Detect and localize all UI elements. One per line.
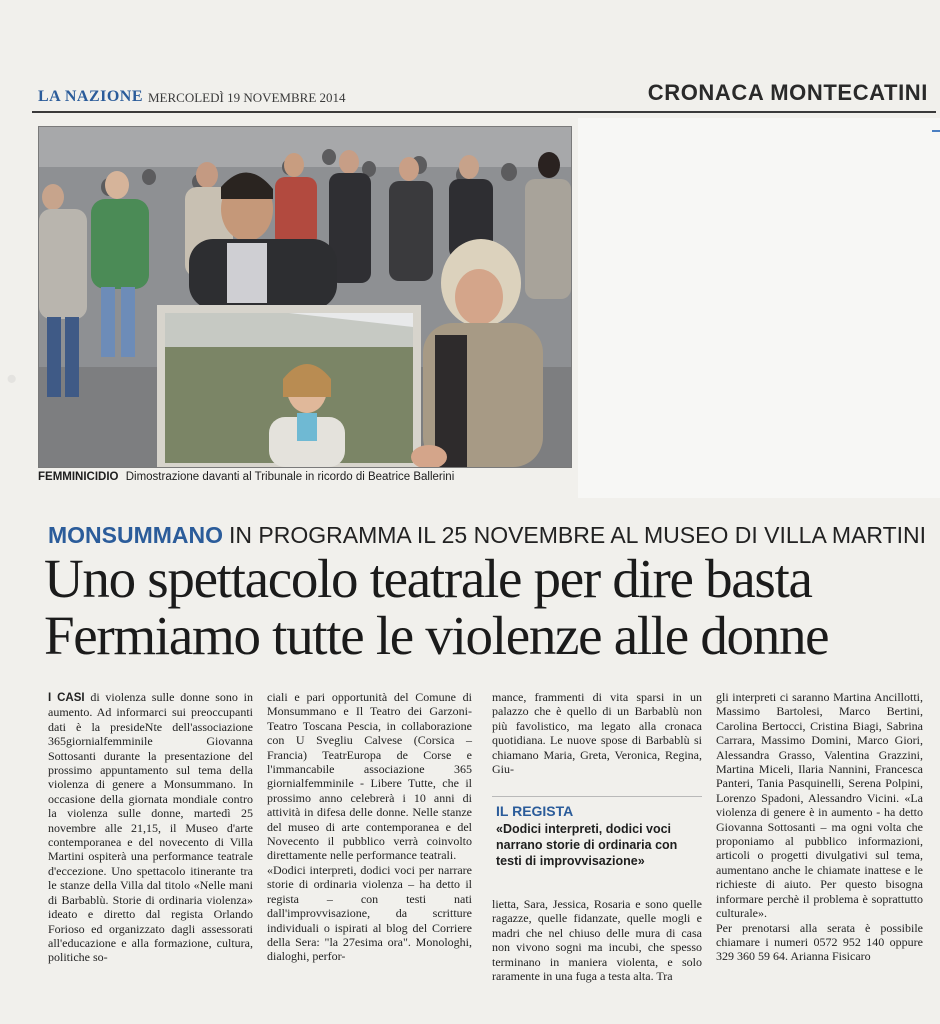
director-quote-box	[492, 796, 702, 889]
headline-line-1: Uno spettacolo teatrale per dire basta	[44, 548, 812, 609]
masthead: LA NAZIONE	[38, 88, 144, 105]
header-rule	[32, 111, 936, 113]
article-headline	[44, 550, 924, 664]
section-title: CRONACA MONTECATINI	[647, 80, 928, 105]
photo-illustration	[39, 127, 571, 467]
column-2-paragraph-2: «Dodici interpreti, dodici voci per narrare storie di ordinaria violenza – ha detto il regista – con testi nati dall'improvvisazione, da scritture individuali o ispirati al blog del Corriere della Sera: "la 27esima ora". Monologhi, dialoghi, perfor-	[267, 862, 472, 964]
news-photo	[38, 126, 572, 468]
blank-paper-area	[578, 118, 940, 498]
kicker-place: MONSUMMANO	[48, 522, 224, 548]
sidebar-quote: «Dodici interpreti, dodici voci narrano storie di ordinaria con testi di improvvisazione»	[496, 822, 678, 868]
column-4-paragraph-2: Per prenotarsi alla serata è possibile chiamare i numeri 0572 952 140 oppure 329 360 59 64. Arianna Fisicaro	[716, 920, 923, 964]
headline-line-2: Fermiamo tutte le violenze alle donne	[44, 605, 829, 666]
article-column-1	[48, 690, 253, 965]
kicker-text: IN PROGRAMMA IL 25 NOVEMBRE AL MUSEO DI VILLA MARTINI	[229, 522, 927, 548]
article-column-4	[716, 690, 923, 964]
article-column-2	[267, 690, 472, 964]
sidebar-label: IL REGISTA	[496, 803, 574, 819]
accent-rule	[932, 130, 940, 132]
column-3-text-top: mance, frammenti di vita sparsi in un palazzo che è quello di un Barbablù non più favolistico, ma legato alla cronaca quotidiana. Le nuove spose di Barbablù si chiamano Maria, Greta, Veronica, Regina, Giu-	[492, 690, 702, 777]
caption-label: FEMMINICIDIO	[38, 471, 119, 483]
issue-date: MERCOLEDÌ 19 NOVEMBRE 2014	[148, 90, 346, 105]
column-4-paragraph-1: gli interpreti ci saranno Martina Ancillotti, Massimo Bartolesi, Marco Bertini, Carolina Bertocci, Cristina Biagi, Sabrina Carrara, Massimo Domini, Marco Giori, Alessandra Grasso, Valentina Grazzini, Martina Miceli, Ilaria Nannini, Francesca Panteri, Tania Pasquinelli, Serena Polpini, Lorenzo Spadoni, Alessandro Vicini. «La violenza di genere è in aumento - ha detto Giovanna Sottosanti – ma ogni volta che proponiamo al pubblico informazioni, articoli o progetti divulgativi sul tema, aumentano anche le chiamate inattese e le richieste di aiuto. Per questo bisogna informare perchè il problema è soprattutto culturale».	[716, 690, 923, 921]
article-column-3	[492, 690, 702, 776]
column-1-text: di violenza sulle donne sono in aumento. Ad informarci sui preoccupanti dati è la presideNte dell'associazione 365giornialfemminile Giovanna Sottosanti durante la presentazione del prossimo appuntamento sul tema della violenza di genere a Monsummano. In occasione della giornata mondiale contro la violenza sulle donne, martedì 25 novembre alle 21,15, il Museo d'arte contemporanea e del novecento di Villa Martini ospiterà una performance teatrale d'eccezione. Uno spettacolo itinerante tra le stanze della Villa dal titolo «Nelle mani di Barbablù. Storie di ordinaria violenza» ideato e diretto dal regista Orlando Forioso ed organizzato dagli assessorati all'educazione e alla formazione, cultura, politiche so-	[48, 690, 253, 965]
column-3-text-bottom: lietta, Sara, Jessica, Rosaria e sono quelle ragazze, quelle fidanzate, quelle mogli e madri che nel chiuso delle mura di casa non vivono sogni ma incubi, che spesso terminano in maniera violenta, e solo raramente in una fuga a testa alta. Tra	[492, 897, 702, 984]
lead-in: I CASI	[48, 692, 85, 704]
article-column-3-continued	[492, 897, 702, 983]
article-kicker	[48, 522, 926, 549]
bleed-through-texture: ·	[0, 341, 24, 418]
photo-caption	[38, 471, 578, 483]
page-header	[32, 78, 936, 110]
column-2-paragraph-1: ciali e pari opportunità del Comune di Monsummano e Il Teatro dei Garzoni-Teatro Toscana Pescia, in collaborazione con U Svegliu Calvese (Corsica – Francia) TeatrEuropa de Corse e l'immancabile associazione 365 giornialfemminile - Libere Tutte, che il prossimo anno celebrerà i 10 anni di attività in difesa delle donne. Nelle stanze del museo di arte contemporanea e del Novecento il pubblico verrà coinvolto direttamente nelle performance teatrali.	[267, 690, 472, 863]
caption-text: Dimostrazione davanti al Tribunale in ricordo di Beatrice Ballerini	[125, 471, 455, 483]
